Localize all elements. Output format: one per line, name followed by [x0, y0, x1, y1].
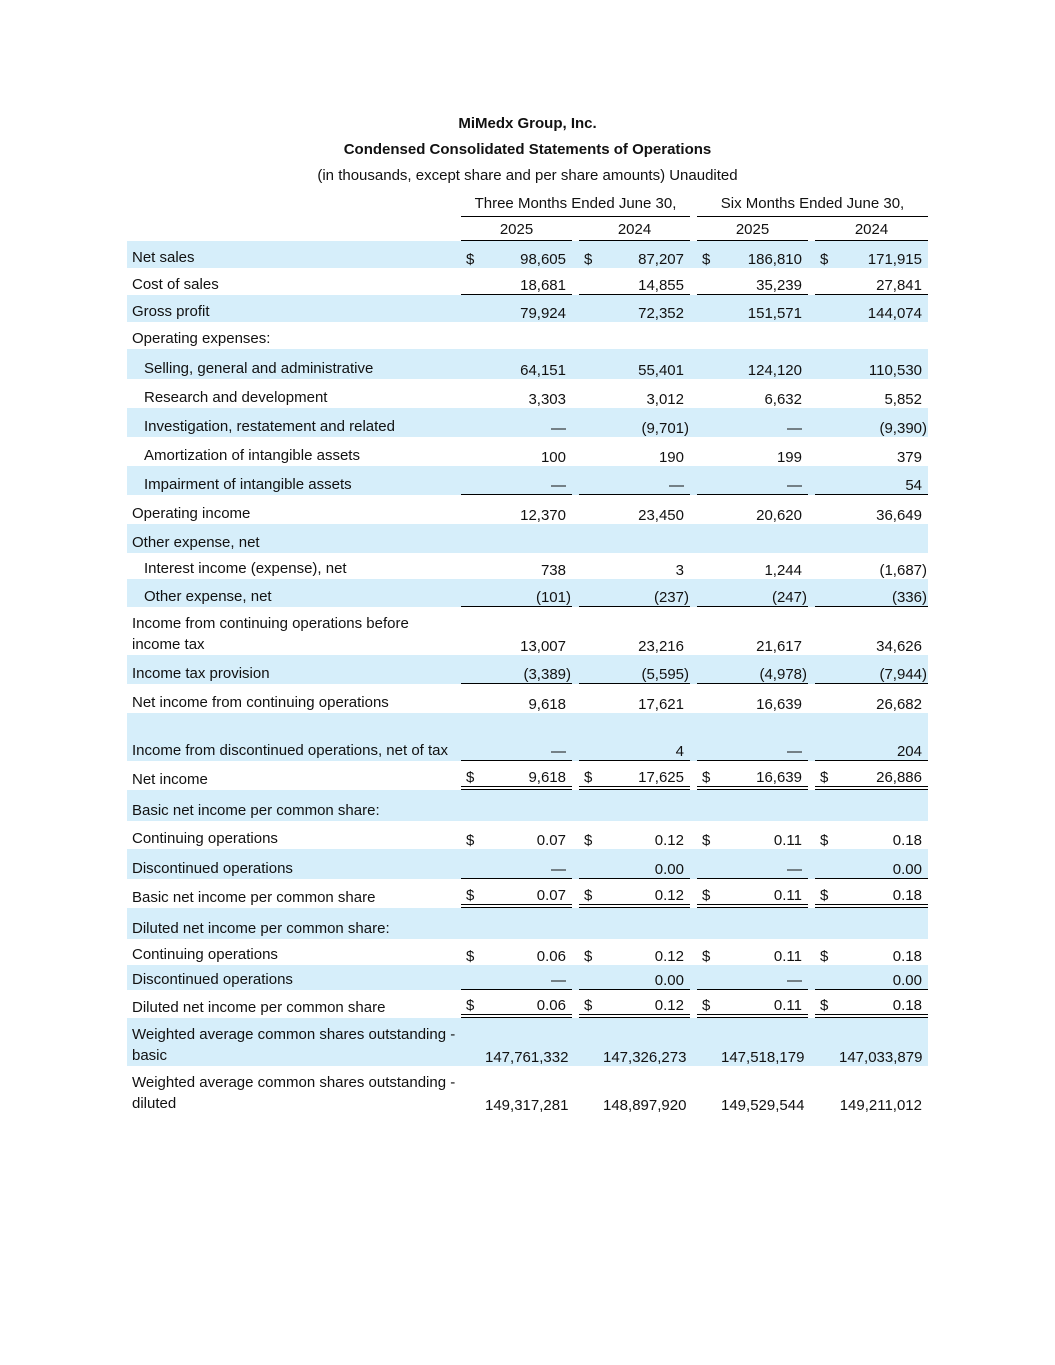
value-cell: —: [721, 965, 808, 990]
value-cell: [721, 790, 808, 821]
row-label: Investigation, restatement and related: [127, 408, 461, 437]
value-cell: —: [485, 466, 572, 495]
row-label: Continuing operations: [132, 830, 278, 847]
value-cell: 0.11: [721, 990, 808, 1018]
row-label: Amortization of intangible assets: [144, 447, 360, 464]
currency-symbol: $: [466, 948, 475, 965]
value-cell: 0.12: [603, 879, 690, 908]
value-cell: (7,944): [839, 655, 928, 684]
row-investigation-restatement-and-related: [127, 408, 928, 437]
row-label: Income from discontinued operations, net of tax: [127, 713, 461, 761]
value-cell: —: [721, 849, 808, 879]
value-cell: —: [721, 713, 808, 761]
row-other-expense-net: [127, 524, 928, 553]
value-cell: 0.00: [603, 965, 690, 990]
value-cell: 0.18: [892, 832, 922, 849]
currency-symbol: $: [815, 241, 839, 268]
value-cell: (237): [603, 579, 690, 607]
value-cell: 0.18: [892, 948, 922, 965]
value-cell: 151,571: [721, 295, 808, 322]
value-cell: 36,649: [876, 507, 922, 524]
column-year-three-2025: 2025: [461, 220, 572, 241]
row-continuing-operations: [127, 939, 928, 965]
row-income-from-discontinued-operations-net-of-tax: [127, 713, 928, 761]
value-cell: [721, 322, 808, 349]
company-name: MiMedx Group, Inc.: [458, 115, 597, 132]
value-cell: (101): [485, 579, 572, 607]
row-label: Income from continuing operations before income tax: [132, 615, 409, 653]
row-other-expense-net: [127, 579, 928, 607]
value-cell: 0.07: [485, 879, 572, 908]
value-cell: 0.11: [773, 948, 802, 965]
value-cell: 124,120: [721, 349, 808, 379]
value-cell: 3,012: [646, 391, 684, 408]
value-cell: 144,074: [839, 295, 928, 322]
value-cell: 0.00: [839, 965, 928, 990]
statement-subtitle: (in thousands, except share and per share amounts) Unaudited: [317, 167, 738, 184]
currency-symbol: $: [461, 879, 485, 908]
value-cell: [485, 790, 572, 821]
value-cell: —: [485, 408, 572, 437]
currency-symbol: $: [584, 948, 593, 965]
value-cell: [485, 322, 572, 349]
value-cell: 147,761,332: [485, 1018, 572, 1066]
currency-symbol: $: [461, 761, 485, 790]
currency-symbol: $: [584, 832, 593, 849]
row-income-tax-provision: [127, 655, 928, 684]
row-income-from-continuing-operations-before-income-tax: [127, 607, 928, 655]
value-cell: —: [485, 713, 572, 761]
row-label: Research and development: [144, 389, 328, 406]
value-cell: 0.07: [536, 832, 566, 849]
value-cell: 0.00: [603, 849, 690, 879]
row-net-sales: [127, 241, 928, 268]
value-cell: 17,621: [638, 696, 684, 713]
value-cell: 21,617: [756, 638, 802, 655]
value-cell: 4: [603, 713, 690, 761]
column-year-six-2024: 2024: [815, 220, 928, 241]
value-cell: [603, 908, 690, 939]
value-cell: 100: [540, 449, 566, 466]
row-diluted-net-income-per-common-share: [127, 990, 928, 1018]
value-cell: 35,239: [721, 268, 808, 295]
value-cell: 186,810: [721, 241, 808, 268]
row-cost-of-sales: [127, 268, 928, 295]
currency-symbol: $: [579, 879, 603, 908]
row-label: Gross profit: [127, 295, 461, 322]
currency-symbol: $: [820, 948, 829, 965]
value-cell: —: [485, 965, 572, 990]
value-cell: 149,211,012: [839, 1097, 922, 1114]
value-cell: 190: [658, 449, 684, 466]
value-cell: 0.18: [839, 990, 928, 1018]
value-cell: 72,352: [603, 295, 690, 322]
row-impairment-of-intangible-assets: [127, 466, 928, 495]
value-cell: [721, 524, 808, 553]
value-cell: —: [485, 849, 572, 879]
row-label: Net income: [132, 771, 208, 788]
value-cell: 20,620: [756, 507, 802, 524]
value-cell: [721, 908, 808, 939]
value-cell: 0.11: [721, 879, 808, 908]
row-label: Cost of sales: [132, 276, 219, 293]
value-cell: 147,518,179: [721, 1018, 808, 1066]
value-cell: 17,625: [603, 761, 690, 790]
value-cell: (4,978): [721, 655, 808, 684]
value-cell: 147,033,879: [839, 1018, 928, 1066]
value-cell: 54: [839, 466, 928, 495]
value-cell: 0.12: [654, 948, 684, 965]
value-cell: 98,605: [485, 241, 572, 268]
value-cell: (5,595): [603, 655, 690, 684]
currency-symbol: $: [702, 948, 711, 965]
row-label: Weighted average common shares outstanding - basic: [127, 1018, 461, 1066]
value-cell: 379: [896, 449, 922, 466]
currency-symbol: $: [697, 879, 721, 908]
currency-symbol: $: [702, 832, 711, 849]
row-discontinued-operations: [127, 965, 928, 990]
currency-symbol: $: [461, 241, 485, 268]
value-cell: —: [721, 408, 808, 437]
value-cell: 9,618: [485, 761, 572, 790]
column-group-six-months: Six Months Ended June 30,: [697, 194, 928, 217]
value-cell: [485, 908, 572, 939]
value-cell: (9,701): [603, 408, 690, 437]
row-amortization-of-intangible-assets: [127, 437, 928, 466]
row-label: Selling, general and administrative: [127, 349, 461, 379]
row-net-income: [127, 761, 928, 790]
currency-symbol: $: [461, 990, 485, 1018]
value-cell: 204: [839, 713, 928, 761]
currency-symbol: $: [815, 879, 839, 908]
row-interest-income-expense-net: [127, 553, 928, 579]
statement-title: Condensed Consolidated Statements of Operations: [343, 141, 712, 158]
value-cell: 0.00: [839, 849, 928, 879]
value-cell: 110,530: [839, 349, 928, 379]
value-cell: 9,618: [528, 696, 566, 713]
value-cell: [603, 524, 690, 553]
value-cell: 16,639: [721, 761, 808, 790]
value-cell: 147,326,273: [603, 1018, 690, 1066]
row-selling-general-and-administrative: [127, 349, 928, 379]
row-label: Discontinued operations: [127, 849, 461, 879]
row-discontinued-operations: [127, 849, 928, 879]
row-label: Discontinued operations: [127, 965, 461, 990]
column-year-three-2024: 2024: [579, 220, 690, 241]
row-label: Operating income: [132, 505, 251, 522]
value-cell: (247): [721, 579, 808, 607]
row-gross-profit: [127, 295, 928, 322]
value-cell: [839, 790, 928, 821]
value-cell: 64,151: [485, 349, 572, 379]
value-cell: —: [603, 466, 690, 495]
value-cell: [485, 524, 572, 553]
value-cell: 23,450: [638, 507, 684, 524]
value-cell: 23,216: [638, 638, 684, 655]
value-cell: (3,389): [485, 655, 572, 684]
value-cell: 26,682: [876, 696, 922, 713]
value-cell: 87,207: [603, 241, 690, 268]
currency-symbol: $: [466, 832, 475, 849]
value-cell: [839, 524, 928, 553]
row-operating-income: [127, 495, 928, 524]
row-label: Net income from continuing operations: [132, 694, 389, 711]
row-diluted-net-income-per-common-share: [127, 908, 928, 939]
value-cell: 149,529,544: [721, 1097, 805, 1114]
currency-symbol: $: [697, 761, 721, 790]
row-basic-net-income-per-common-share: [127, 790, 928, 821]
value-cell: 18,681: [485, 268, 572, 295]
row-label: Income tax provision: [127, 655, 461, 684]
value-cell: 0.12: [603, 990, 690, 1018]
row-label: Net sales: [127, 241, 461, 268]
value-cell: 3,303: [528, 391, 566, 408]
value-cell: 6,632: [764, 391, 802, 408]
currency-symbol: $: [579, 990, 603, 1018]
row-label: Diluted net income per common share:: [127, 908, 461, 939]
value-cell: (1,687): [879, 562, 927, 579]
column-year-six-2025: 2025: [697, 220, 808, 241]
statement-table: [127, 241, 928, 1114]
currency-symbol: $: [815, 761, 839, 790]
value-cell: 5,852: [884, 391, 922, 408]
value-cell: 199: [776, 449, 802, 466]
value-cell: 171,915: [839, 241, 928, 268]
value-cell: [603, 322, 690, 349]
value-cell: 0.11: [773, 832, 802, 849]
currency-symbol: $: [579, 241, 603, 268]
currency-symbol: $: [820, 832, 829, 849]
currency-symbol: $: [697, 990, 721, 1018]
row-label: Other expense, net: [127, 524, 461, 553]
row-weighted-average-common-shares-outstanding-diluted: [127, 1066, 928, 1114]
value-cell: 0.06: [536, 948, 566, 965]
value-cell: 55,401: [603, 349, 690, 379]
row-label: Basic net income per common share:: [127, 790, 461, 821]
column-group-three-months: Three Months Ended June 30,: [461, 194, 690, 217]
currency-symbol: $: [697, 241, 721, 268]
value-cell: 3: [675, 562, 684, 579]
row-label: Interest income (expense), net: [144, 560, 347, 577]
value-cell: (9,390): [839, 408, 928, 437]
value-cell: 13,007: [520, 638, 566, 655]
value-cell: 34,626: [876, 638, 922, 655]
currency-symbol: $: [815, 990, 839, 1018]
value-cell: 148,897,920: [603, 1097, 687, 1114]
row-research-and-development: [127, 379, 928, 408]
row-label: Other expense, net: [127, 579, 461, 607]
value-cell: 1,244: [764, 562, 802, 579]
row-continuing-operations: [127, 821, 928, 849]
row-label: Diluted net income per common share: [132, 999, 386, 1016]
value-cell: 14,855: [603, 268, 690, 295]
value-cell: 0.06: [485, 990, 572, 1018]
row-label: Basic net income per common share: [132, 889, 376, 906]
row-operating-expenses: [127, 322, 928, 349]
row-label: Operating expenses:: [132, 330, 271, 347]
row-weighted-average-common-shares-outstanding-basic: [127, 1018, 928, 1066]
value-cell: 27,841: [839, 268, 928, 295]
value-cell: 149,317,281: [485, 1097, 569, 1114]
row-label: Impairment of intangible assets: [127, 466, 461, 495]
value-cell: 16,639: [756, 696, 802, 713]
value-cell: [603, 790, 690, 821]
value-cell: 79,924: [485, 295, 572, 322]
currency-symbol: $: [579, 761, 603, 790]
value-cell: 0.12: [654, 832, 684, 849]
row-label: Continuing operations: [132, 946, 278, 963]
value-cell: 12,370: [520, 507, 566, 524]
value-cell: (336): [839, 579, 928, 607]
value-cell: —: [721, 466, 808, 495]
row-label: Weighted average common shares outstanding - diluted: [132, 1074, 456, 1112]
value-cell: [839, 908, 928, 939]
value-cell: 26,886: [839, 761, 928, 790]
row-net-income-from-continuing-operations: [127, 684, 928, 713]
value-cell: [839, 322, 928, 349]
row-basic-net-income-per-common-share: [127, 879, 928, 908]
value-cell: 0.18: [839, 879, 928, 908]
value-cell: 738: [540, 562, 566, 579]
